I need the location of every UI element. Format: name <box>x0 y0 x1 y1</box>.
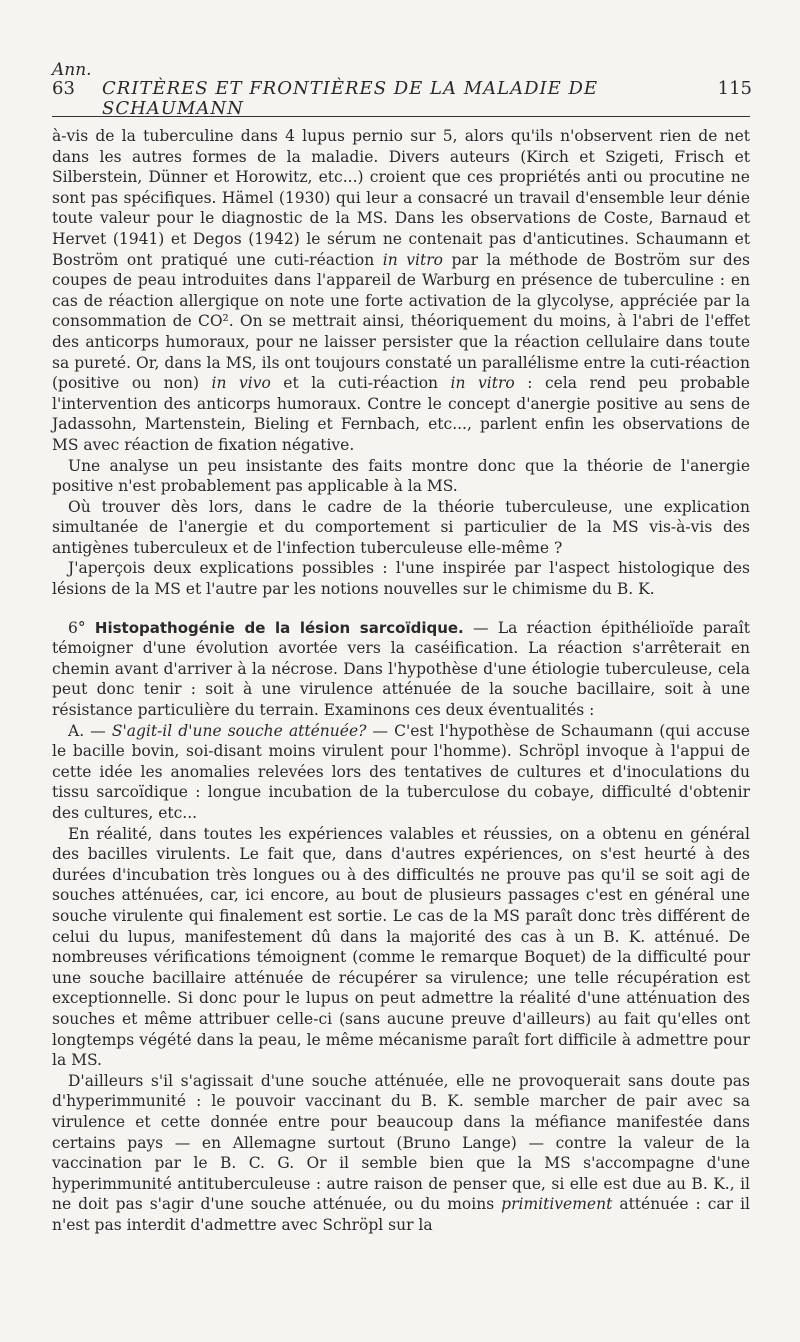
running-header <box>52 62 752 119</box>
running-title: CRITÈRES ET FRONTIÈRES DE LA MALADIE DE SCHAUMANN <box>102 78 599 119</box>
paragraph-1 <box>52 126 750 456</box>
paragraph-2: Une analyse un peu insistante des faits montre donc que la théorie de l'anergie positive n'est probablement pas applicable à la MS. <box>52 456 750 496</box>
paragraph-8-text-b: atténuée : car il n'est pas interdit d'admettre avec Schröpl sur la <box>52 1195 750 1234</box>
journal-abbrev: Ann. <box>52 60 92 80</box>
page-number: 115 <box>717 78 752 99</box>
paragraph-1-text-c: et la cuti-réaction <box>270 374 451 393</box>
article-body <box>52 126 750 1235</box>
paragraph-1-text: à-vis de la tuberculine dans 4 lupus pernio sur 5, alors qu'ils n'observent rien de net dans les autres formes de la maladie. Divers auteurs (Kirch et Szigeti, Frisch et Silberstein, Dünner et Horowitz, etc...) croient que ces propriétés anti ou procutine ne sont pas spécifiques. Hämel (1930) qui leur a consacré un travail d'ensemble leur dénie toute valeur pour le diagnostic de la MS. Dans les observations de Coste, Barnaud et Hervet (1941) et Degos (1942) le sérum ne contenait pas d'anticutines. Schaumann et Boström ont pratiqué une cuti-réaction <box>52 127 750 269</box>
paragraph-8-text: D'ailleurs s'il s'agissait d'une souche atténuée, elle ne provoquerait sans doute pas d'hyperimmunité : le pouvoir vaccinant du B. K. semble marcher de pair avec sa virulence et cette donnée entre pour beaucoup dans la méfiance manifestée dans certains pays — en Allemagne surtout (Bruno Lange) — contre la valeur de la vaccination par le B. C. G. Or il semble bien que la MS s'accompagne d'une hyperimmunité antituberculeuse : autre raison de penser que, si elle est due au B. K., il ne doit pas s'agir d'une souche atténuée, ou du moins <box>52 1071 750 1214</box>
in-vitro-term-2: in vitro <box>450 374 515 393</box>
item-a-text: — C'est l'hypothèse de Schaumann (qui accuse le bacille bovin, soi-disant moins virulent pour l'homme). Schröpl invoque à l'appui de cette idée les anomalies relevées lors des tentatives de cultures et d'inoculations du tissu sarcoïdique : longue incubation de la tuberculose du cobaye, difficulté d'obtenir des cultures, etc... <box>52 721 750 822</box>
section-6-paragraph <box>52 618 750 721</box>
section-heading: Histopathogénie de la lésion sarcoïdique. <box>94 618 464 637</box>
item-a-question: S'agit-il d'une souche atténuée? <box>111 721 367 740</box>
paragraph-1-text-d: : cela rend peu probable l'intervention des anticorps humoraux. Contre le concept d'anergie positive au sens de Jadassohn, Martenstein, Bieling et Fernbach, etc..., parlent enfin les observations de MS avec réaction de fixation négative. <box>52 374 750 454</box>
paragraph-7: En réalité, dans toutes les expériences valables et réussies, on a obtenu en général des bacilles virulents. Le fait que, dans d'autres expériences, on s'est heurté à des durées d'incubation très longues ou à des difficultés ne prouve pas qu'il se soit agi de souches atténuées, car, ici encore, au bout de plusieurs passages c'est en général une souche virulente qui finalement est sortie. Le cas de la MS paraît donc très différent de celui du lupus, manifestement dû dans la majorité des cas à un B. K. atténué. De nombreuses vérifications témoignent (comme le remarque Boquet) de la difficulté pour une souche bacillaire atténuée de récupérer sa virulence; une telle récupération est exceptionnelle. Si donc pour le lupus on peut admettre la réalité d'une atténuation des souches et même attribuer celle-ci (sans aucune preuve d'ailleurs) au fait qu'elles ont longtemps végété dans la peau, le même mécanisme paraît fort difficile à admettre pour la MS. <box>52 824 750 1070</box>
header-rule <box>52 116 750 117</box>
in-vitro-term: in vitro <box>382 250 443 269</box>
volume-number: 63 <box>52 78 75 99</box>
paragraph-a <box>52 721 750 824</box>
in-vivo-term: in vivo <box>211 374 271 393</box>
paragraph-1-text-b: par la méthode de Boström sur des coupes de peau introduites dans l'appareil de Warburg en présence de tuberculine : en cas de réaction allergique on note une forte activation de la glycolyse, appréciée par la consommation de CO². On se mettrait ainsi, théoriquement du moins, à l'abri de l'effet des anticorps humoraux, pour ne laisser persister que la réaction cellulaire dans toute sa pureté. Or, dans la MS, ils ont toujours constaté un parallélisme entre la cuti-réaction (positive ou non) <box>52 250 750 393</box>
primitivement-term: primitivement <box>501 1195 613 1214</box>
paragraph-3: Où trouver dès lors, dans le cadre de la théorie tuberculeuse, une explication simultanée de l'anergie et du comportement si particulier de la MS vis-à-vis des antigènes tuberculeux et de l'infection tuberculeuse elle-même ? <box>52 497 750 557</box>
paragraph-4: J'aperçois deux explications possibles : l'une inspirée par l'aspect histologique des lésions de la MS et l'autre par les notions nouvelles sur le chimisme du B. K. <box>52 559 750 599</box>
section-number: 6° <box>68 618 95 637</box>
item-a-lead: A. — <box>68 721 112 740</box>
paragraph-8 <box>52 1071 750 1236</box>
section-6-text: — La réaction épithélioïde paraît témoigner d'une évolution avortée vers la caséification. La réaction s'arrêterait en chemin avant d'arriver à la nécrose. Dans l'hypothèse d'une étiologie tuberculeuse, cela peut donc tenir : soit à une virulence atténuée de la souche bacillaire, soit à une résistance particulière du terrain. Examinons ces deux éventualités : <box>52 618 750 720</box>
